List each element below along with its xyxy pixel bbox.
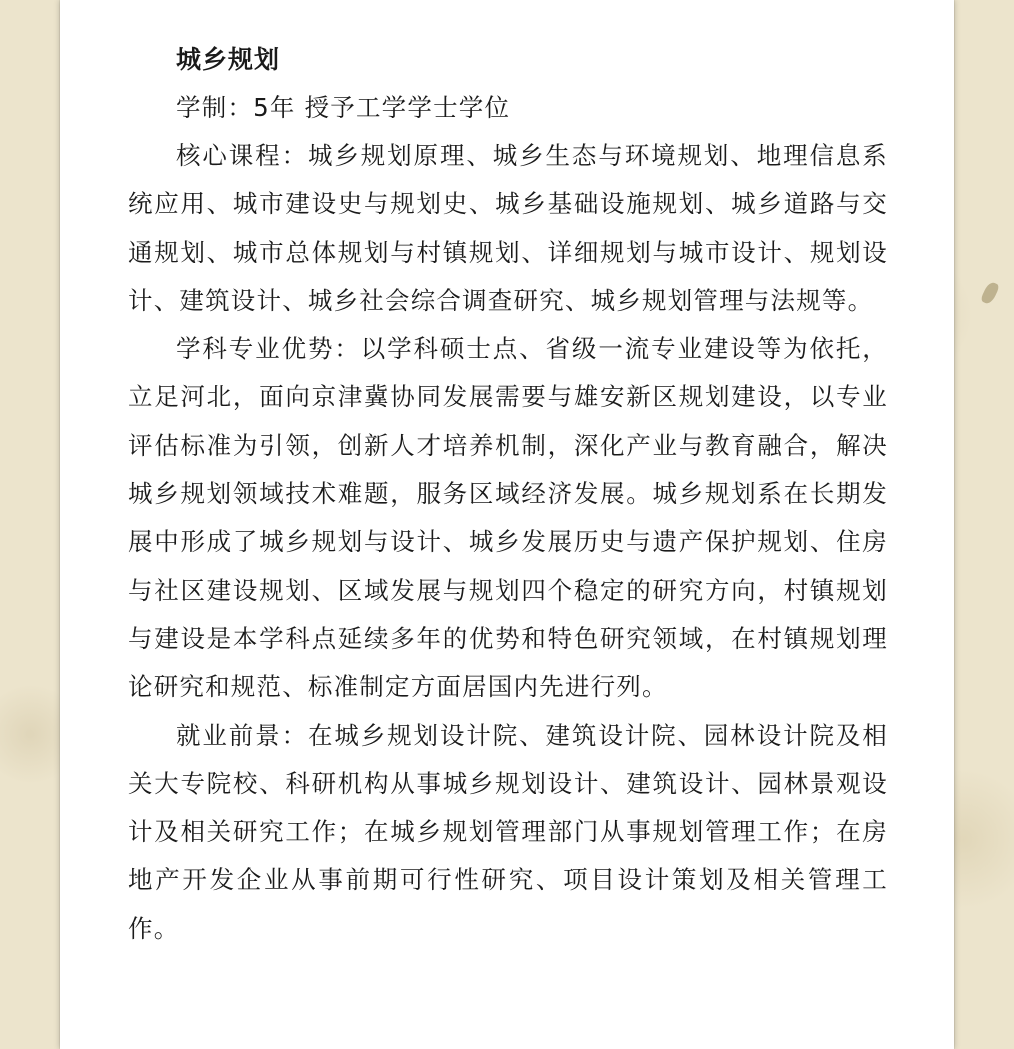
duration-degree-line: 学制：5年 授予工学学士学位 [176,93,511,122]
core-courses-paragraph: 核心课程：城乡规划原理、城乡生态与环境规划、地理信息系统应用、城市建设史与规划史、城乡基础设施规划、城乡道路与交通规划、城市总体规划与村镇规划、详细规划与城市设计、规划设计、建筑设计、城乡社会综合调查研究、城乡规划管理与法规等。 [128,141,888,315]
advantages-paragraph: 学科专业优势：以学科硕士点、省级一流专业建设等为依托，立足河北，面向京津冀协同发展需要与雄安新区规划建设，以专业评估标准为引领，创新人才培养机制，深化产业与教育融合，解决城乡规划领域技术难题，服务区域经济发展。城乡规划系在长期发展中形成了城乡规划与设计、城乡发展历史与遗产保护规划、住房与社区建设规划、区域发展与规划四个稳定的研究方向，村镇规划与建设是本学科点延续多年的优势和特色研究领域，在村镇规划理论研究和规范、标准制定方面居国内先进行列。 [128,334,888,702]
document-content [128,36,888,953]
document-page [60,0,954,1049]
employment-paragraph: 就业前景：在城乡规划设计院、建筑设计院、园林设计院及相关大专院校、科研机构从事城乡规划设计、建筑设计、园林景观设计及相关研究工作；在城乡规划管理部门从事规划管理工作；在房地产开发企业从事前期可行性研究、项目设计策划及相关管理工作。 [128,720,888,943]
paper-stain-decoration [980,280,1000,305]
major-title: 城乡规划 [176,45,281,74]
